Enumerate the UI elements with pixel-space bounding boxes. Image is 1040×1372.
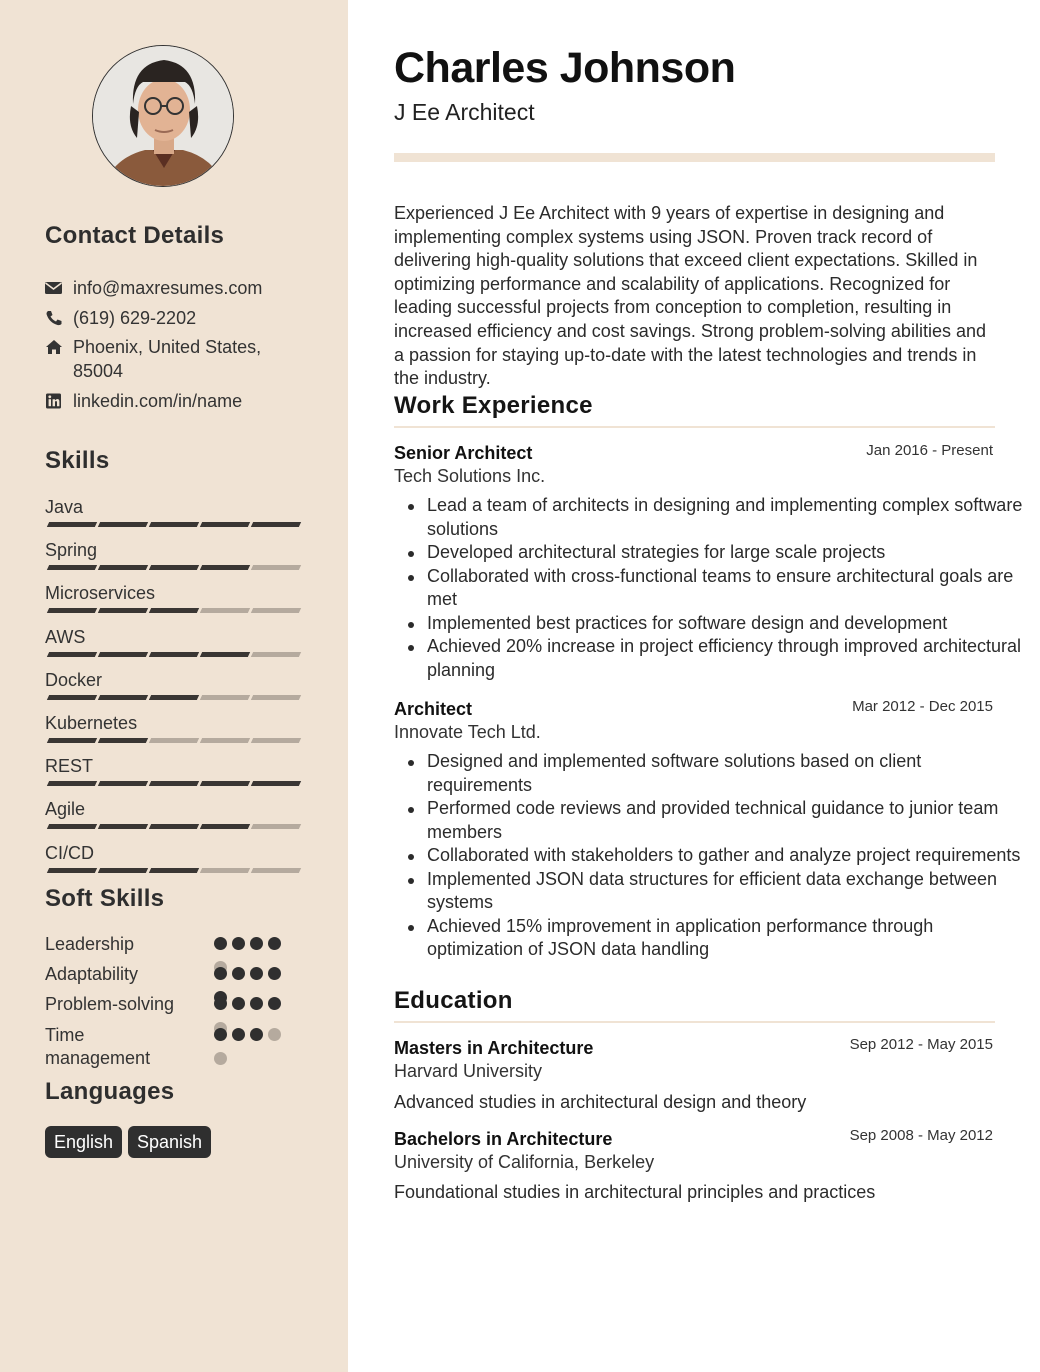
job-bullets bbox=[394, 494, 1029, 682]
rating-dot bbox=[214, 1052, 227, 1065]
list-item: Achieved 20% increase in project efficiency through improved architectural planning bbox=[427, 635, 1029, 682]
language-tag-english: English bbox=[45, 1126, 122, 1158]
school-name: University of California, Berkeley bbox=[394, 1152, 655, 1172]
skill-level-segment bbox=[47, 608, 97, 613]
soft-skill-time-management bbox=[45, 1024, 305, 1070]
skill-level-segment bbox=[200, 695, 250, 700]
skill-level-bar bbox=[45, 738, 301, 743]
skill-level-segment bbox=[47, 522, 97, 527]
main-content bbox=[348, 0, 1040, 1372]
rating-dot bbox=[214, 967, 227, 980]
skill-level-segment bbox=[149, 824, 199, 829]
skill-level-bar bbox=[45, 608, 301, 613]
skill-row bbox=[45, 842, 301, 864]
skill-label: Spring bbox=[45, 540, 98, 561]
list-item: Collaborated with stakeholders to gather and analyze project requirements bbox=[427, 844, 1029, 868]
soft-skill-leadership bbox=[45, 933, 305, 956]
skill-row bbox=[45, 582, 301, 604]
skill-level-segment bbox=[98, 522, 148, 527]
header-divider bbox=[394, 153, 995, 162]
rating-dot bbox=[232, 1028, 245, 1041]
list-item: Performed code reviews and provided technical guidance to junior team members bbox=[427, 797, 1029, 844]
job-title: Architect bbox=[394, 699, 473, 719]
skill-label: Agile bbox=[45, 799, 86, 820]
rating-dot bbox=[268, 1028, 281, 1041]
soft-skill-label: Problem-solving bbox=[45, 994, 175, 1014]
skill-level-segment bbox=[98, 565, 148, 570]
skill-level-segment bbox=[251, 781, 301, 786]
rating-dot bbox=[232, 967, 245, 980]
list-item: Developed architectural strategies for large scale projects bbox=[427, 541, 1029, 565]
skill-level-segment bbox=[47, 652, 97, 657]
soft-skills-heading: Soft Skills bbox=[45, 885, 165, 912]
skill-level-segment bbox=[200, 522, 250, 527]
skill-label: Java bbox=[45, 497, 84, 517]
rating-dot bbox=[250, 997, 263, 1010]
language-tag-spanish: Spanish bbox=[128, 1126, 211, 1158]
skill-level-segment bbox=[200, 738, 250, 743]
skill-level-segment bbox=[149, 695, 199, 700]
list-item: Implemented JSON data structures for efficient data exchange between systems bbox=[427, 868, 1029, 915]
education-heading: Education bbox=[394, 987, 513, 1014]
skill-level-segment bbox=[251, 652, 301, 657]
skill-level-segment bbox=[47, 868, 97, 873]
job-company: Tech Solutions Inc. bbox=[394, 466, 546, 486]
contact-heading: Contact Details bbox=[45, 222, 225, 249]
skill-level-segment bbox=[47, 738, 97, 743]
rating-dot bbox=[214, 1028, 227, 1041]
sidebar bbox=[0, 0, 348, 1372]
skill-level-segment bbox=[149, 738, 199, 743]
list-item: Implemented best practices for software design and development bbox=[427, 612, 1029, 636]
skill-level-segment bbox=[98, 868, 148, 873]
job-date: Jan 2016 - Present bbox=[866, 442, 993, 459]
job-title: Senior Architect bbox=[394, 443, 533, 463]
skill-level-bar bbox=[45, 522, 301, 527]
skill-level-bar bbox=[45, 781, 301, 786]
candidate-role: J Ee Architect bbox=[394, 99, 535, 125]
rating-dot bbox=[232, 937, 245, 950]
degree-title: Bachelors in Architecture bbox=[394, 1129, 613, 1149]
skill-label: AWS bbox=[45, 626, 86, 647]
skill-level-segment bbox=[149, 781, 199, 786]
skill-label: Docker bbox=[45, 669, 103, 690]
skill-level-segment bbox=[98, 695, 148, 700]
rating-dot bbox=[214, 997, 227, 1010]
rating-dot bbox=[250, 1028, 263, 1041]
job-bullets bbox=[394, 750, 1029, 962]
list-item: Collaborated with cross-functional teams to ensure architectural goals are met bbox=[427, 565, 1029, 612]
skill-level-bar bbox=[45, 652, 301, 657]
skill-level-segment bbox=[251, 608, 301, 613]
profile-photo bbox=[92, 45, 234, 187]
home-icon bbox=[45, 339, 63, 355]
profile-summary: Experienced J Ee Architect with 9 years of expertise in designing and implementing complex systems using JSON. Proven track record of delivering high-quality solutions that exceed client expectations. Skilled in optimizing performance and scalability of applications. Recognized for leading successful projects from conception to completion, resulting in increased efficiency and cost savings. Strong problem-solving abilities and a passion for staying up-to-date with the latest technologies and trends in the industry. bbox=[394, 203, 986, 389]
skill-row bbox=[45, 496, 301, 518]
skill-row bbox=[45, 798, 301, 820]
skill-level-segment bbox=[200, 824, 250, 829]
skill-level-segment bbox=[251, 824, 301, 829]
skill-level-segment bbox=[251, 565, 301, 570]
linkedin-icon bbox=[45, 393, 63, 409]
skill-level-segment bbox=[200, 565, 250, 570]
skill-level-bar bbox=[45, 565, 301, 570]
skill-level-segment bbox=[98, 824, 148, 829]
job-company: Innovate Tech Ltd. bbox=[394, 722, 541, 742]
skill-level-segment bbox=[47, 695, 97, 700]
degree-description: Foundational studies in architectural principles and practices bbox=[394, 1182, 876, 1202]
skill-row bbox=[45, 669, 301, 691]
skill-level-segment bbox=[149, 868, 199, 873]
soft-skill-adaptability bbox=[45, 963, 305, 986]
skill-row bbox=[45, 626, 301, 648]
rating-dot bbox=[250, 937, 263, 950]
degree-date: Sep 2008 - May 2012 bbox=[849, 1127, 993, 1144]
skill-level-segment bbox=[251, 522, 301, 527]
phone-icon bbox=[45, 310, 63, 326]
skill-level-segment bbox=[200, 868, 250, 873]
skill-level-segment bbox=[47, 824, 97, 829]
skill-label: REST bbox=[45, 756, 94, 777]
rating-dot bbox=[268, 937, 281, 950]
rating-dot bbox=[268, 967, 281, 980]
skill-level-bar bbox=[45, 695, 301, 700]
skill-level-segment bbox=[200, 652, 250, 657]
skill-level-segment bbox=[251, 868, 301, 873]
skill-level-segment bbox=[47, 565, 97, 570]
rating-dot bbox=[268, 997, 281, 1010]
rating-dot bbox=[250, 967, 263, 980]
skill-row bbox=[45, 712, 301, 734]
phone-text[interactable]: (619) 629-2202 bbox=[73, 308, 197, 328]
email-text[interactable]: info@maxresumes.com bbox=[73, 278, 263, 298]
work-heading: Work Experience bbox=[394, 392, 593, 419]
skill-level-bar bbox=[45, 868, 301, 873]
skill-level-segment bbox=[149, 522, 199, 527]
skill-level-segment bbox=[251, 738, 301, 743]
skill-row bbox=[45, 539, 301, 561]
soft-skill-label: Leadership bbox=[45, 934, 135, 954]
skills-heading: Skills bbox=[45, 447, 110, 474]
list-item: Designed and implemented software solutions based on client requirements bbox=[427, 750, 1029, 797]
candidate-name: Charles Johnson bbox=[394, 44, 736, 92]
skill-level-segment bbox=[149, 608, 199, 613]
skill-label: Kubernetes bbox=[45, 713, 138, 733]
work-divider bbox=[394, 426, 995, 428]
skill-label: CI/CD bbox=[45, 842, 94, 863]
education-divider bbox=[394, 1021, 995, 1023]
skill-level-segment bbox=[200, 781, 250, 786]
list-item: Lead a team of architects in designing and implementing complex software solutions bbox=[427, 494, 1029, 541]
soft-skill-label: Adaptability bbox=[45, 964, 139, 984]
person-portrait-icon bbox=[93, 46, 234, 187]
soft-skill-problem-solving bbox=[45, 993, 305, 1016]
degree-title: Masters in Architecture bbox=[394, 1038, 594, 1058]
skill-level-segment bbox=[47, 781, 97, 786]
degree-date: Sep 2012 - May 2015 bbox=[849, 1036, 993, 1053]
rating-dot bbox=[232, 997, 245, 1010]
skill-level-segment bbox=[98, 738, 148, 743]
list-item: Achieved 15% improvement in application performance through optimization of JSON data handling bbox=[427, 915, 1029, 962]
linkedin-text[interactable]: linkedin.com/in/name bbox=[73, 391, 243, 411]
skill-level-segment bbox=[200, 608, 250, 613]
rating-dot bbox=[214, 937, 227, 950]
skill-level-segment bbox=[251, 695, 301, 700]
skill-level-segment bbox=[149, 652, 199, 657]
school-name: Harvard University bbox=[394, 1061, 543, 1081]
skill-level-bar bbox=[45, 824, 301, 829]
skill-row bbox=[45, 755, 301, 777]
envelope-icon bbox=[45, 280, 63, 296]
degree-description: Advanced studies in architectural design and theory bbox=[394, 1092, 807, 1112]
skill-level-segment bbox=[98, 608, 148, 613]
skill-level-segment bbox=[98, 652, 148, 657]
job-date: Mar 2012 - Dec 2015 bbox=[852, 698, 993, 715]
skill-level-segment bbox=[98, 781, 148, 786]
soft-skill-label: Time management bbox=[45, 1025, 151, 1068]
address-text: Phoenix, United States, 85004 bbox=[73, 337, 262, 381]
skill-level-segment bbox=[149, 565, 199, 570]
languages-heading: Languages bbox=[45, 1078, 175, 1105]
skill-label: Microservices bbox=[45, 583, 156, 604]
